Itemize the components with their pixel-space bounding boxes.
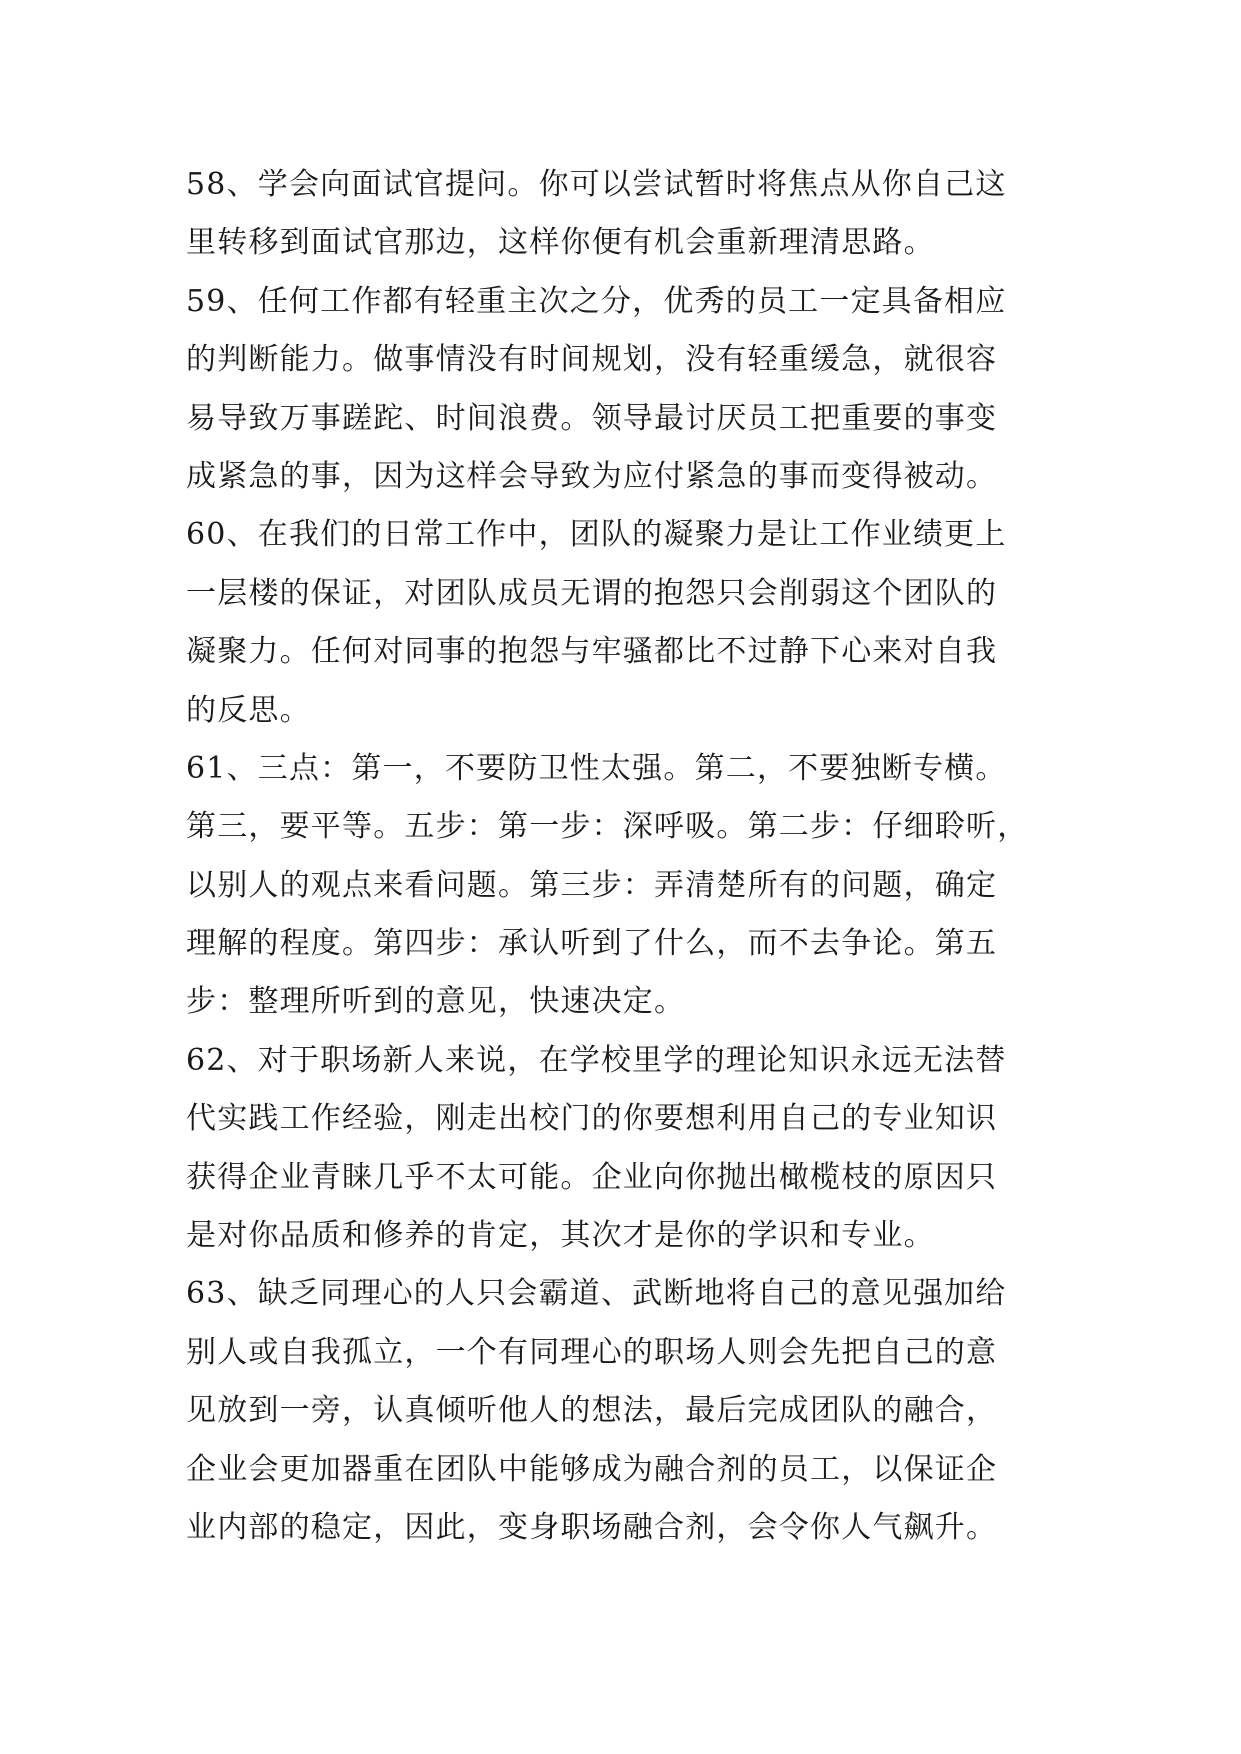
text-line: 步：整理所听到的意见，快速决定。 [186, 984, 686, 1020]
text-line: 理解的程度。第四步：承认听到了什么，而不去争论。第五 [186, 926, 998, 962]
text-line: 里转移到面试官那边，这样你便有机会重新理清思路。 [186, 225, 935, 261]
text-line: 59、任何工作都有轻重主次之分，优秀的员工一定具备相应 [186, 283, 1007, 319]
text-line: 是对你品质和修养的肯定，其次才是你的学识和专业。 [186, 1218, 935, 1254]
text-line: 代实践工作经验，刚走出校门的你要想利用自己的专业知识 [186, 1101, 998, 1137]
text-line: 凝聚力。任何对同事的抱怨与牢骚都比不过静下心来对自我 [186, 634, 998, 670]
text-line: 易导致万事蹉跎、时间浪费。领导最讨厌员工把重要的事变 [186, 400, 998, 436]
text-line: 获得企业青睐几乎不太可能。企业向你抛出橄榄枝的原因只 [186, 1159, 998, 1195]
text-line: 见放到一旁，认真倾听他人的想法，最后完成团队的融合， [186, 1393, 998, 1429]
text-line: 61、三点：第一，不要防卫性太强。第二，不要独断专横。 [186, 750, 1007, 786]
text-line: 63、缺乏同理心的人只会霸道、武断地将自己的意见强加给 [186, 1276, 1007, 1312]
text-line: 第三，要平等。五步：第一步：深呼吸。第二步：仔细聆听， [186, 809, 1029, 845]
text-line: 的反思。 [186, 692, 311, 728]
text-line: 企业会更加器重在团队中能够成为融合剂的员工，以保证企 [186, 1451, 998, 1487]
text-line: 60、在我们的日常工作中，团队的凝聚力是让工作业绩更上 [186, 517, 1007, 553]
document-body [186, 156, 1086, 1557]
text-line: 成紧急的事，因为这样会导致为应付紧急的事而变得被动。 [186, 458, 998, 494]
text-line: 的判断能力。做事情没有时间规划，没有轻重缓急，就很容 [186, 342, 998, 378]
text-line: 58、学会向面试官提问。你可以尝试暂时将焦点从你自己这 [186, 167, 1007, 202]
text-line: 以别人的观点来看问题。第三步：弄清楚所有的问题，确定 [186, 867, 998, 903]
text-line: 62、对于职场新人来说，在学校里学的理论知识永远无法替 [186, 1042, 1007, 1078]
text-line: 一层楼的保证，对团队成员无谓的抱怨只会削弱这个团队的 [186, 575, 998, 611]
text-line: 业内部的稳定，因此，变身职场融合剂，会令你人气飙升。 [186, 1509, 998, 1545]
text-line: 别人或自我孤立，一个有同理心的职场人则会先把自己的意 [186, 1334, 998, 1370]
